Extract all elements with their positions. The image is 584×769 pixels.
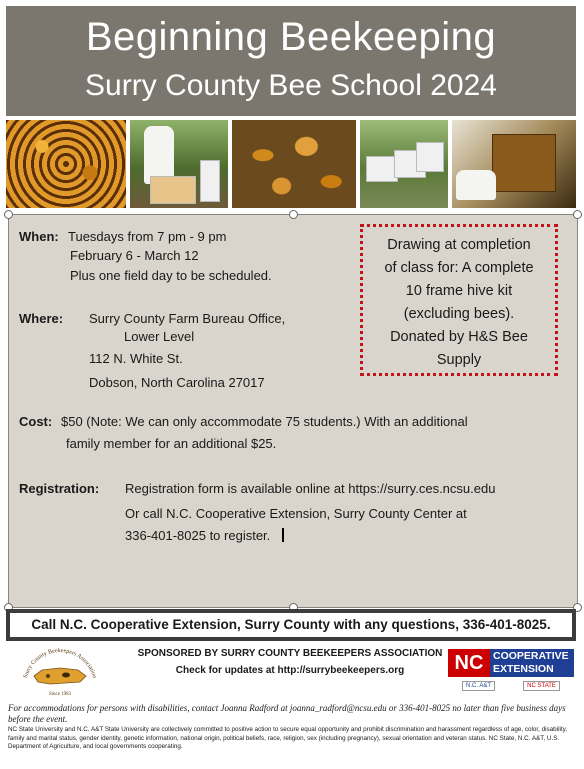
sponsor-block xyxy=(120,645,460,679)
when-field-day: Plus one field day to be scheduled. xyxy=(70,268,272,283)
cost-text: $50 (Note: We can only accommodate 75 students.) With an additional xyxy=(61,414,468,429)
where-venue: Surry County Farm Bureau Office, xyxy=(89,311,286,326)
registration-phone: 336-401-8025 to register. xyxy=(125,528,271,543)
prize-line: Drawing at completion xyxy=(387,237,531,253)
ncat-logo: N.C. A&T xyxy=(462,681,495,691)
page-title: Beginning Beekeeping xyxy=(85,15,497,59)
logo-since: Since 1983 xyxy=(48,692,72,697)
prize-line: of class for: A complete xyxy=(384,260,534,276)
nc-mark: NC xyxy=(448,649,490,677)
resize-handle[interactable] xyxy=(4,210,13,219)
when-label: When: xyxy=(19,229,59,244)
prize-line: Donated by H&S Bee xyxy=(390,329,528,345)
logo-arc-text: Surry County Beekeepers Association xyxy=(22,647,98,679)
prize-line: (excluding bees). xyxy=(403,306,515,322)
sponsor-url-line[interactable]: Check for updates at http://surrybeekeepers.org xyxy=(175,665,405,676)
where-label: Where: xyxy=(19,311,64,326)
header-banner xyxy=(6,6,576,116)
call-bar: Call N.C. Cooperative Extension, Surry County with any questions, 336-401-8025. xyxy=(6,609,576,641)
beekeepers-association-logo xyxy=(20,646,100,698)
ncstate-logo: NC STATE xyxy=(523,681,560,691)
photo-bees-close-up xyxy=(232,120,356,208)
prize-drawing-box xyxy=(360,224,558,376)
photo-beekeeper-at-hive xyxy=(130,120,228,208)
nc-cooperative-extension-logo xyxy=(448,649,574,691)
page-subtitle: Surry County Bee School 2024 xyxy=(85,69,497,102)
resize-handle[interactable] xyxy=(573,210,582,219)
coop-mark: COOPERATIVE EXTENSION xyxy=(490,649,574,677)
prize-line: Supply xyxy=(436,352,482,368)
registration-online: Registration form is available online at https://surry.ces.ncsu.edu xyxy=(125,481,496,496)
text-cursor xyxy=(282,528,284,542)
where-city: Dobson, North Carolina 27017 xyxy=(89,375,265,390)
eeo-statement: NC State University and N.C. A&T State University are collectively committed to positive action to secure equal opportunity and prohibit discrimination and harassment regardless of age, color, disability, family and marital status, gender identity, genetic information, national origin, political beliefs, race, religion, sex (including pregnancy), sexual orientation and veteran status. NC State, N.C. A&T, U.S. Department of Agriculture, and local governments cooperating. xyxy=(8,726,568,751)
photo-frame-inspection xyxy=(452,120,576,208)
sponsor-line: SPONSORED BY SURRY COUNTY BEEKEEPERS ASSOCIATION xyxy=(137,648,443,659)
prize-line: 10 frame hive kit xyxy=(405,283,513,299)
where-level: Lower Level xyxy=(124,329,195,344)
cost-extra: family member for an additional $25. xyxy=(66,436,277,451)
resize-handle[interactable] xyxy=(289,210,298,219)
where-street: 112 N. White St. xyxy=(89,351,183,366)
when-time: Tuesdays from 7 pm - 9 pm xyxy=(68,229,227,244)
photo-hives-in-field xyxy=(360,120,448,208)
registration-label: Registration: xyxy=(19,481,100,496)
accommodation-notice: For accommodations for persons with disabilities, contact Joanna Radford at joanna_radford@ncsu.edu or 336-401-8025 no later than five business days before the event. xyxy=(8,703,566,724)
cost-label: Cost: xyxy=(19,414,53,429)
registration-call: Or call N.C. Cooperative Extension, Surry County Center at xyxy=(125,506,467,521)
photo-honeycomb xyxy=(6,120,126,208)
registration-phone-line xyxy=(125,526,284,545)
when-dates: February 6 - March 12 xyxy=(70,248,199,263)
